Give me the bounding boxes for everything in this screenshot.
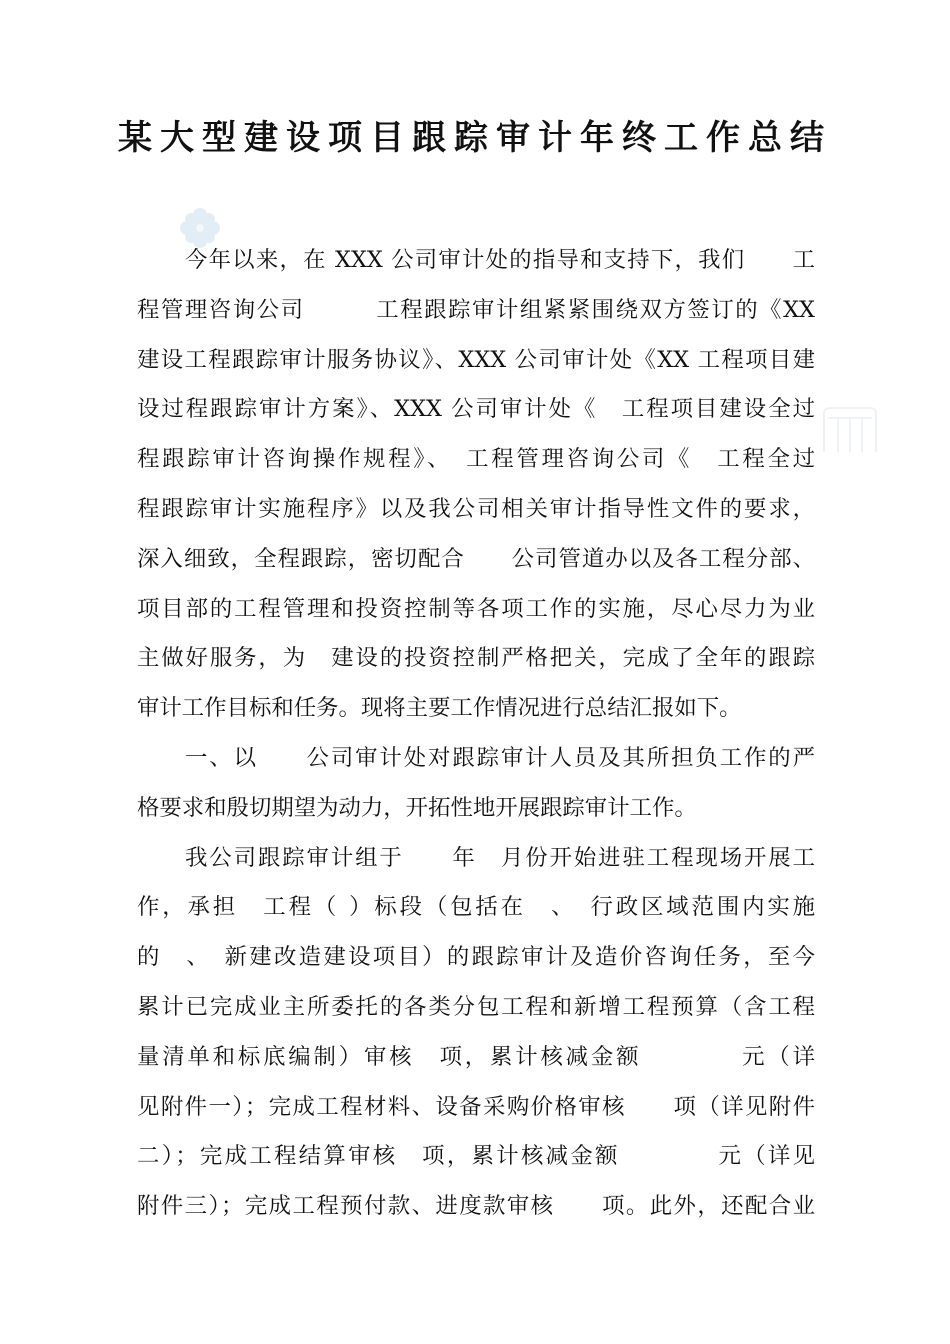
- text-line: 的 、 新建改造建设项目）的跟踪审计及造价咨询任务，至今: [137, 944, 815, 971]
- text-line: 深入细致，全程跟踪，密切配合 公司管道办以及各工程分部、: [137, 545, 815, 572]
- text-line: 附件三）；完成工程预付款、进度款审核 项。此外，还配合业: [137, 1193, 815, 1220]
- text-line: 建设工程跟踪审计服务协议》、XXX 公司审计处《XX 工程项目建: [137, 346, 815, 373]
- text-line: 格要求和殷切期望为动力，开拓性地开展跟踪审计工作。: [137, 794, 697, 821]
- text-line: 项目部的工程管理和投资控制等各项工作的实施，尽心尽力为业: [137, 595, 815, 622]
- text-line: 二）；完成工程结算审核 项，累计核减金额 元（详见: [137, 1143, 815, 1170]
- paragraph-2: [137, 734, 815, 834]
- paragraph-1: [137, 236, 815, 734]
- text-line: 我公司跟踪审计组于 年 月份开始进驻工程现场开展工: [185, 844, 815, 871]
- paragraph-3: [137, 834, 815, 1232]
- grid-watermark-icon: [820, 404, 880, 456]
- text-line: 一、以 公司审计处对跟踪审计人员及其所担负工作的严: [185, 744, 815, 771]
- text-line: 主做好服务，为 建设的投资控制严格把关，完成了全年的跟踪: [137, 645, 815, 672]
- text-line: 设过程跟踪审计方案》、XXX 公司审计处《 工程项目建设全过: [137, 396, 815, 423]
- document-title: 某大型建设项目跟踪审计年终工作总结: [118, 118, 832, 158]
- text-line: 审计工作目标和任务。现将主要工作情况进行总结汇报如下。: [137, 695, 742, 722]
- text-line: 今年以来，在 XXX 公司审计处的指导和支持下，我们 工: [185, 247, 815, 273]
- text-line: 程管理咨询公司 工程跟踪审计组紧紧围绕双方签订的《XX: [137, 296, 815, 323]
- document-body: [137, 236, 815, 1232]
- text-line: 程跟踪审计咨询操作规程》、 工程管理咨询公司《 工程全过: [137, 446, 815, 473]
- text-line: 累计已完成业主所委托的各类分包工程和新增工程预算（含工程: [137, 993, 815, 1020]
- text-line: 程跟踪审计实施程序》以及我公司相关审计指导性文件的要求，: [137, 495, 815, 522]
- text-line: 作，承担 工程（ ）标段（包括在 、 行政区域范围内实施: [137, 894, 815, 921]
- text-line: 见附件一）；完成工程材料、设备采购价格审核 项（详见附件: [137, 1093, 815, 1120]
- text-line: 量清单和标底编制）审核 项，累计核减金额 元（详: [137, 1043, 815, 1070]
